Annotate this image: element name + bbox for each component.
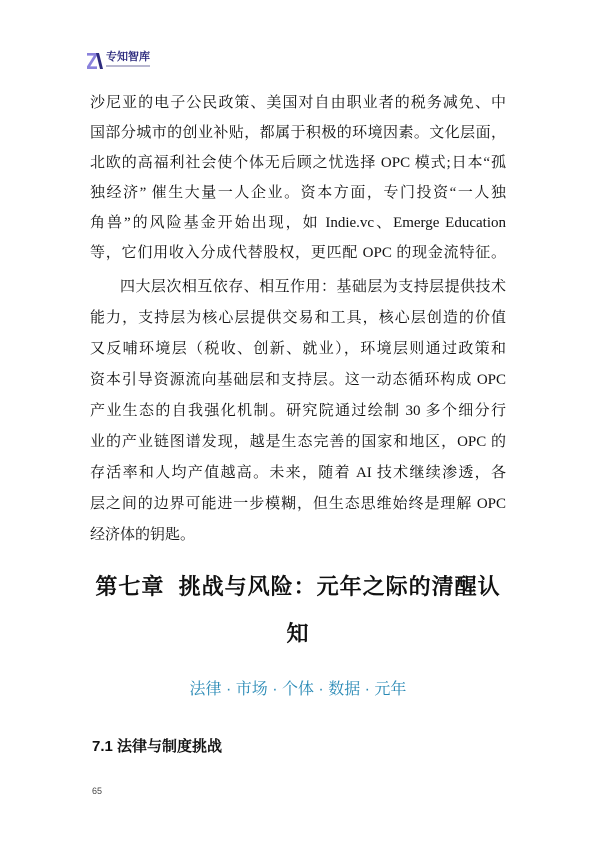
body-line: 资本引导资源流向基础层和支持层。这一动态循环构成 OPC — [90, 372, 506, 388]
body-paragraph — [90, 88, 506, 268]
body-line: 四大层次相互依存、相互作用：基础层为支持层提供技术 — [120, 279, 506, 295]
page-number: 65 — [92, 786, 103, 796]
chapter-title: 第七章 挑战与风险：元年之际的清醒认知 — [95, 574, 501, 646]
body-line: 产业生态的自我强化机制。研究院通过绘制 30 多个细分行 — [90, 403, 506, 419]
logo-tagline — [106, 65, 150, 67]
body-line: 能力，支持层为核心层提供交易和工具，核心层创造的价值 — [90, 310, 506, 326]
logo-text: 专知智库 — [106, 50, 150, 63]
body-line: 沙尼亚的电子公民政策、美国对自由职业者的税务减免、中 — [90, 95, 506, 111]
body-line: 北欧的高福利社会使个体无后顾之忧选择 OPC 模式;日本“孤 — [90, 155, 506, 171]
body-line: 等，它们用收入分成代替股权，更匹配 OPC 的现金流特征。 — [90, 245, 506, 261]
body-line: 存活率和人均产值越高。未来，随着 AI 技术继续渗透，各 — [90, 465, 506, 481]
section-title: 7.1 法律与制度挑战 — [92, 738, 223, 755]
body-line: 独经济” 催生大量一人企业。资本方面，专门投资“一人独 — [90, 185, 506, 201]
body-line: 层之间的边界可能进一步模糊，但生态思维始终是理解 OPC — [90, 496, 506, 512]
body-line: 业的产业链图谱发现，越是生态完善的国家和地区，OPC 的 — [90, 434, 506, 450]
body-text — [90, 88, 506, 551]
logo — [86, 50, 176, 72]
body-line: 又反哺环境层（税收、创新、就业），环境层则通过政策和 — [90, 341, 506, 357]
body-line: 经济体的钥匙。 — [90, 527, 196, 543]
chapter-subtitle: 法律 · 市场 · 个体 · 数据 · 元年 — [189, 681, 407, 698]
body-paragraph — [90, 272, 506, 551]
body-line: 国部分城市的创业补贴，都属于积极的环境因素。文化层面， — [90, 125, 506, 141]
body-line: 角兽”的风险基金开始出现，如 Indie.vc、Emerge Education — [90, 215, 506, 231]
logo-icon — [86, 51, 104, 71]
